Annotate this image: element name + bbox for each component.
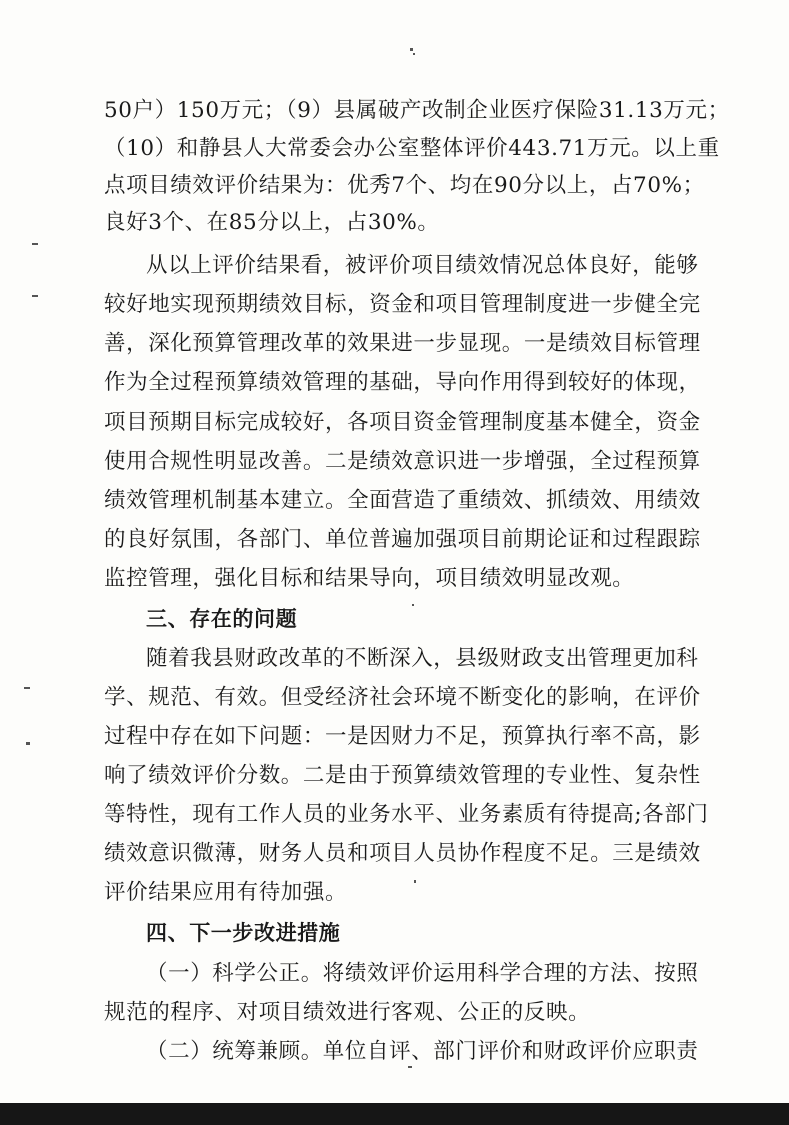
scan-speck	[413, 53, 415, 55]
scan-bottom-edge	[0, 1103, 789, 1125]
text-line: 等特性，现有工作人员的业务水平、业务素质有待提高;各部门	[104, 802, 709, 827]
scan-speck	[410, 48, 413, 51]
text-line: （10）和静县人大常委会办公室整体评价443.71万元。以上重	[104, 136, 720, 161]
section-heading: 四、下一步改进措施	[146, 921, 341, 945]
text-line: 学、规范、有效。但受经济社会环境不断变化的影响，在评价	[104, 685, 701, 710]
text-line: 响了绩效评价分数。二是由于预算绩效管理的专业性、复杂性	[104, 763, 701, 788]
paragraph-first-line: （一）科学公正。将绩效评价运用科学合理的方法、按照	[146, 961, 699, 986]
paragraph-first-line: （二）统筹兼顾。单位自评、部门评价和财政评价应职责	[146, 1039, 699, 1064]
margin-mark	[24, 687, 30, 689]
text-line: 监控管理，强化目标和结果导向，项目绩效明显改观。	[104, 566, 635, 591]
paragraph-first-line: 从以上评价结果看，被评价项目绩效情况总体良好，能够	[146, 253, 699, 278]
margin-mark	[32, 243, 38, 245]
text-line: 50户）150万元；（9）县属破产改制企业医疗保险31.13万元；	[104, 98, 730, 123]
text-line: 良好3个、在85分以上，占30%。	[104, 210, 440, 235]
text-line: 使用合规性明显改善。二是绩效意识进一步增强，全过程预算	[104, 449, 701, 474]
section-heading: 三、存在的问题	[146, 607, 298, 631]
text-line: 规范的程序、对项目绩效进行客观、公正的反映。	[104, 1000, 591, 1025]
text-line: 作为全过程预算绩效管理的基础，导向作用得到较好的体现，	[104, 370, 701, 395]
text-line: 项目预期目标完成较好，各项目资金管理制度基本健全，资金	[104, 410, 701, 435]
text-line: 的良好氛围，各部门、单位普遍加强项目前期论证和过程跟踪	[104, 527, 701, 552]
scan-speck	[408, 1066, 412, 1068]
text-line: 评价结果应用有待加强。	[104, 880, 348, 905]
text-line: 较好地实现预期绩效目标，资金和项目管理制度进一步健全完	[104, 292, 701, 317]
text-line: 绩效意识微薄，财务人员和项目人员协作程度不足。三是绩效	[104, 841, 701, 866]
scan-speck	[414, 880, 416, 883]
text-line: 绩效管理机制基本建立。全面营造了重绩效、抓绩效、用绩效	[104, 488, 701, 513]
text-line: 过程中存在如下问题：一是因财力不足，预算执行率不高，影	[104, 724, 701, 749]
margin-mark	[26, 742, 30, 745]
text-line: 点项目绩效评价结果为：优秀7个、均在90分以上，占70%；	[104, 173, 705, 198]
paragraph-first-line: 随着我县财政改革的不断深入，县级财政支出管理更加科	[146, 646, 699, 671]
text-line: 善，深化预算管理改革的效果进一步显现。一是绩效目标管理	[104, 331, 701, 356]
scan-speck	[412, 604, 414, 606]
margin-mark	[32, 295, 38, 297]
